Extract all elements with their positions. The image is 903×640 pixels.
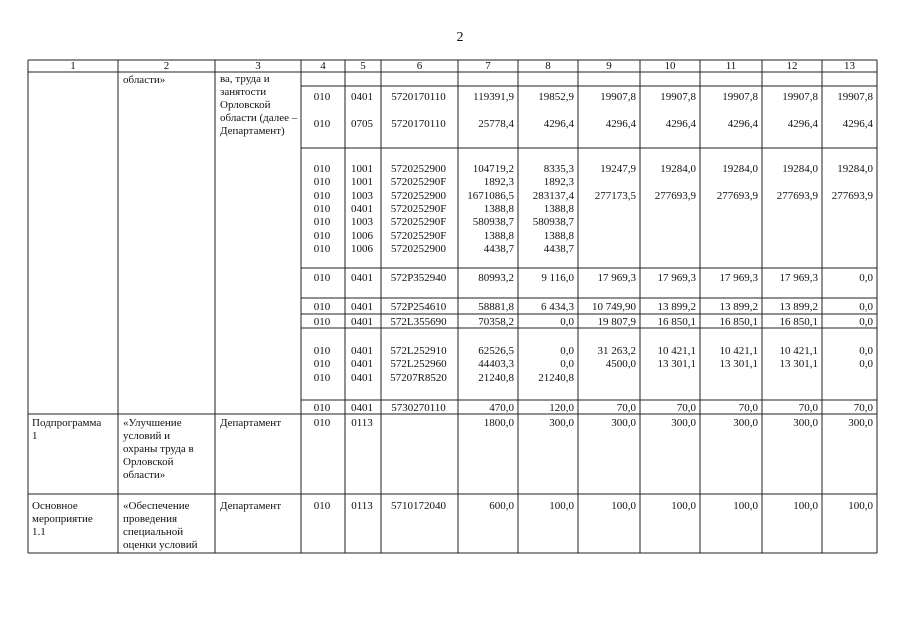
measure-executor: Департамент — [220, 500, 282, 512]
cell-col5: 0401 — [351, 358, 373, 370]
cell-col12: 13 899,2 — [779, 301, 818, 313]
cell-col11: 70,0 — [738, 402, 758, 414]
cell-col5: 0401 — [351, 316, 373, 328]
cell-col6: 5720252900 — [391, 163, 446, 175]
subprogram-name: «Улучшение — [123, 417, 182, 429]
cell-col4: 010 — [313, 91, 331, 103]
cell-col9: 19907,8 — [600, 91, 636, 103]
col-header-11: 11 — [725, 60, 737, 72]
cell-col9: 4296,4 — [605, 118, 636, 130]
cell-col5: 0113 — [351, 500, 373, 512]
cell-col11: 300,0 — [733, 417, 758, 429]
cell-col12: 300,0 — [793, 417, 818, 429]
cell-col6: 572L252910 — [390, 345, 447, 357]
cell-col8: 1892,3 — [543, 176, 574, 188]
col-header-10: 10 — [664, 60, 676, 72]
cell-col7: 1388,8 — [483, 230, 514, 242]
cell-col4: 010 — [313, 176, 331, 188]
cell-col9: 70,0 — [616, 402, 636, 414]
cell-col10: 19284,0 — [660, 163, 696, 175]
cell-col8: 21240,8 — [538, 372, 574, 384]
cell-col6: 5710172040 — [391, 500, 446, 512]
cell-col4: 010 — [313, 301, 331, 313]
cell-col11: 13 899,2 — [719, 301, 758, 313]
cell-col6: 5730270110 — [391, 402, 446, 414]
cell-col8: 4296,4 — [543, 118, 574, 130]
cell-col8: 8335,3 — [543, 163, 574, 175]
cell-col12: 13 301,1 — [779, 358, 818, 370]
col-header-12: 12 — [786, 60, 798, 72]
cell-col13: 0,0 — [859, 358, 873, 370]
cell-col7: 21240,8 — [478, 372, 514, 384]
cell-col13: 70,0 — [853, 402, 873, 414]
cell-col12: 19284,0 — [782, 163, 818, 175]
cell-col10: 13 899,2 — [657, 301, 696, 313]
cell-col12: 16 850,1 — [779, 316, 818, 328]
subprogram-label: 1 — [32, 430, 38, 442]
cell-col7: 70358,2 — [478, 316, 514, 328]
cell-col11: 16 850,1 — [719, 316, 758, 328]
subprogram-label: Подпрограмма — [32, 417, 102, 429]
cell-col13: 0,0 — [859, 316, 873, 328]
cell-col12: 10 421,1 — [779, 345, 818, 357]
cell-col4: 010 — [313, 402, 331, 414]
cell-col10: 70,0 — [676, 402, 696, 414]
cell-col8: 100,0 — [549, 500, 574, 512]
cell-col13: 300,0 — [848, 417, 873, 429]
cell-col6: 572P254610 — [390, 301, 447, 313]
cell-col8: 0,0 — [560, 358, 574, 370]
cell-col8: 300,0 — [549, 417, 574, 429]
cell-col4: 010 — [313, 272, 331, 284]
cell-col5: 0401 — [351, 91, 373, 103]
cell-col11: 10 421,1 — [719, 345, 758, 357]
cell-col10: 16 850,1 — [657, 316, 696, 328]
cell-col5: 1003 — [351, 216, 373, 228]
cell-col4: 010 — [313, 243, 331, 255]
cell-col8: 9 116,0 — [541, 272, 574, 284]
cell-col9: 100,0 — [611, 500, 636, 512]
cell-col11: 19284,0 — [722, 163, 758, 175]
cell-col13: 4296,4 — [842, 118, 873, 130]
cell-col4: 010 — [313, 190, 331, 202]
cell-col4: 010 — [313, 417, 331, 429]
measure-label: Основное — [32, 500, 78, 512]
cell-col5: 0113 — [351, 417, 373, 429]
measure-name: специальной — [123, 526, 184, 538]
cell-col4: 010 — [313, 216, 331, 228]
col-header-1: 1 — [70, 60, 76, 72]
cell-col7: 470,0 — [489, 402, 514, 414]
cell-col11: 100,0 — [733, 500, 758, 512]
cell-col8: 1388,8 — [543, 230, 574, 242]
cell-col6: 572L355690 — [390, 316, 447, 328]
cell-col12: 70,0 — [798, 402, 818, 414]
cell-col12: 17 969,3 — [779, 272, 818, 284]
col-header-6: 6 — [416, 60, 423, 72]
subprogram-name: Орловской — [123, 456, 174, 468]
cell-col5: 0401 — [351, 345, 373, 357]
col-header-2: 2 — [163, 60, 170, 72]
cell-col8: 1388,8 — [543, 203, 574, 215]
cell-col6: 572025290F — [390, 176, 447, 188]
cell-col6: 572025290F — [390, 230, 447, 242]
cell-col7: 580938,7 — [472, 216, 514, 228]
cell-col10: 4296,4 — [665, 118, 696, 130]
cell-col9: 17 969,3 — [597, 272, 636, 284]
cell-col8: 283137,4 — [532, 190, 574, 202]
cell-col7: 1800,0 — [483, 417, 514, 429]
cell-col8: 120,0 — [549, 402, 574, 414]
cell-col6: 5720252900 — [391, 243, 446, 255]
cell-col5: 0401 — [351, 301, 373, 313]
subprogram-executor: Департамент — [220, 417, 282, 429]
cell-col9: 10 749,90 — [592, 301, 636, 313]
cell-col7: 80993,2 — [478, 272, 514, 284]
cell-col4: 010 — [313, 230, 331, 242]
cell-col7: 104719,2 — [472, 163, 514, 175]
cell-col7: 1388,8 — [483, 203, 514, 215]
col-header-5: 5 — [360, 60, 366, 72]
cell-col13: 19284,0 — [837, 163, 873, 175]
cell-col4: 010 — [313, 500, 331, 512]
cell-col9: 4500,0 — [605, 358, 636, 370]
cell-col9: 31 263,2 — [597, 345, 636, 357]
cell-col11: 17 969,3 — [719, 272, 758, 284]
cell-col8: 580938,7 — [532, 216, 574, 228]
cell-col7: 119391,9 — [473, 91, 514, 103]
col-header-4: 4 — [320, 60, 326, 72]
cell-col7: 25778,4 — [478, 118, 514, 130]
cell-col13: 0,0 — [859, 272, 873, 284]
cell-col7: 600,0 — [489, 500, 514, 512]
cell-col5: 1001 — [351, 176, 373, 188]
cell-col4: 010 — [313, 345, 331, 357]
cell-col11: 13 301,1 — [719, 358, 758, 370]
cell-col12: 4296,4 — [787, 118, 818, 130]
col-header-7: 7 — [485, 60, 491, 72]
cell-col10: 10 421,1 — [657, 345, 696, 357]
cell-col9: 300,0 — [611, 417, 636, 429]
cell-col6: 5720170110 — [391, 91, 446, 103]
cell-col11: 4296,4 — [727, 118, 758, 130]
cell-col4: 010 — [313, 118, 331, 130]
subprogram-name: условий и — [123, 430, 170, 442]
cell-col7: 4438,7 — [483, 243, 514, 255]
measure-label: 1.1 — [32, 526, 46, 538]
cont-col2-text: области» — [123, 74, 166, 86]
cell-col12: 100,0 — [793, 500, 818, 512]
cell-col10: 100,0 — [671, 500, 696, 512]
cell-col10: 277693,9 — [654, 190, 696, 202]
cell-col13: 277693,9 — [831, 190, 873, 202]
col-header-9: 9 — [606, 60, 612, 72]
cell-col13: 19907,8 — [837, 91, 873, 103]
cell-col13: 0,0 — [859, 345, 873, 357]
cell-col6: 572P352940 — [390, 272, 447, 284]
cell-col4: 010 — [313, 372, 331, 384]
cell-col6: 572L252960 — [390, 358, 447, 370]
cont-col3-line: ва, труда и — [220, 73, 270, 85]
cell-col7: 1892,3 — [483, 176, 514, 188]
cell-col8: 19852,9 — [538, 91, 574, 103]
subprogram-name: охраны труда в — [123, 443, 194, 455]
cell-col6: 572025290F — [390, 216, 447, 228]
cell-col4: 010 — [313, 316, 331, 328]
cell-col7: 44403,3 — [478, 358, 514, 370]
cell-col13: 100,0 — [848, 500, 873, 512]
cell-col8: 4438,7 — [543, 243, 574, 255]
measure-name: «Обеспечение — [123, 500, 190, 512]
cell-col8: 6 434,3 — [541, 301, 574, 313]
subprogram-name: области» — [123, 469, 166, 481]
cell-col7: 62526,5 — [478, 345, 514, 357]
cell-col4: 010 — [313, 163, 331, 175]
page-number: 2 — [456, 30, 464, 45]
cell-col10: 17 969,3 — [657, 272, 696, 284]
cell-col13: 0,0 — [859, 301, 873, 313]
cell-col5: 1003 — [351, 190, 373, 202]
measure-name: проведения — [123, 513, 178, 525]
col-header-8: 8 — [545, 60, 551, 72]
col-header-13: 13 — [844, 60, 855, 72]
cell-col8: 0,0 — [560, 316, 574, 328]
cell-col10: 13 301,1 — [657, 358, 696, 370]
measure-name: оценки условий — [123, 539, 198, 551]
cell-col9: 19 807,9 — [597, 316, 636, 328]
cont-col3-line: Департамент) — [220, 125, 285, 137]
cell-col11: 277693,9 — [716, 190, 758, 202]
cell-col7: 1671086,5 — [467, 190, 514, 202]
cell-col12: 277693,9 — [776, 190, 818, 202]
measure-label: мероприятие — [32, 513, 93, 525]
cell-col10: 300,0 — [671, 417, 696, 429]
cell-col5: 1001 — [351, 163, 373, 175]
cell-col6: 57207R8520 — [390, 372, 447, 384]
cont-col3-line: занятости — [220, 86, 267, 98]
cont-col3-line: области (далее – — [220, 112, 298, 124]
cell-col9: 277173,5 — [594, 190, 636, 202]
cell-col5: 0401 — [351, 372, 373, 384]
col-header-3: 3 — [255, 60, 261, 72]
cell-col4: 010 — [313, 203, 331, 215]
cell-col4: 010 — [313, 358, 331, 370]
cell-col8: 0,0 — [560, 345, 574, 357]
cell-col5: 0401 — [351, 402, 373, 414]
cell-col10: 19907,8 — [660, 91, 696, 103]
cell-col5: 0705 — [351, 118, 373, 130]
cell-col6: 572025290F — [390, 203, 447, 215]
cell-col5: 1006 — [351, 230, 373, 242]
cell-col5: 0401 — [351, 272, 373, 284]
cell-col5: 1006 — [351, 243, 373, 255]
cell-col6: 5720252900 — [391, 190, 446, 202]
cell-col11: 19907,8 — [722, 91, 758, 103]
cell-col12: 19907,8 — [782, 91, 818, 103]
cell-col6: 5720170110 — [391, 118, 446, 130]
cont-col3-line: Орловской — [220, 99, 271, 111]
cell-col9: 19247,9 — [600, 163, 636, 175]
cell-col7: 58881,8 — [478, 301, 514, 313]
cell-col5: 0401 — [351, 203, 373, 215]
